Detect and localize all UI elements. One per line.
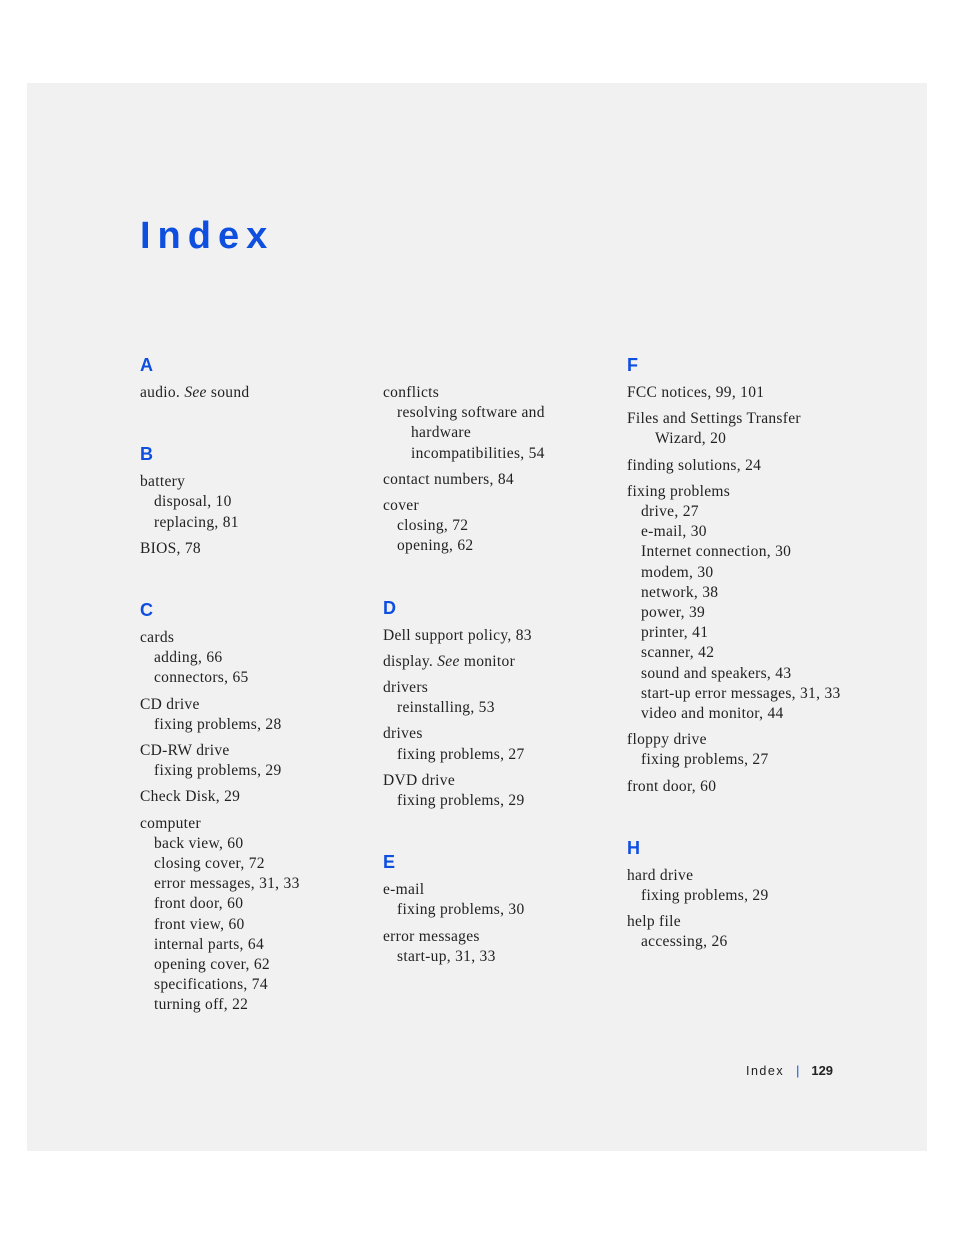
index-entry [383,927,618,967]
index-term [383,652,618,672]
index-column-3 [627,354,862,993]
index-entry [383,880,618,920]
entry-text: start-up error messages, 31, 33 [641,684,841,702]
index-section [627,837,862,953]
entry-text: reinstalling, 53 [397,699,495,717]
index-term [383,771,618,791]
see-target: sound [210,384,250,401]
index-section [383,597,618,812]
entry-text: back view, 60 [154,834,244,852]
see-reference: See [184,384,207,401]
entry-text: FCC notices, 99, 101 [627,384,765,401]
index-subentry [140,874,375,894]
index-subentry [627,684,862,704]
entry-text: fixing problems, 30 [397,901,525,919]
index-term [140,472,375,492]
index-term [627,777,862,797]
index-subentry [383,403,618,423]
index-term [383,496,618,516]
entry-text: printer, 41 [641,624,709,642]
index-section [627,354,862,797]
index-entry [383,626,618,646]
index-entry [383,678,618,718]
entry-text: audio. [140,384,181,401]
index-entry [383,771,618,811]
index-subentry [140,894,375,914]
index-section [140,443,375,559]
index-subentry [627,623,862,643]
section-letter: E [383,852,396,873]
entry-text: fixing problems, 28 [154,715,282,733]
entry-text: DVD drive [383,771,456,789]
entry-text: Dell support policy, 83 [383,626,532,644]
entry-text: video and monitor, 44 [641,705,784,723]
index-term [140,741,375,761]
index-term [383,626,618,646]
entry-text: turning off, 22 [154,996,249,1014]
index-section [383,354,618,557]
entry-text: battery [140,473,186,491]
index-subentry [140,935,375,955]
index-term [383,927,618,947]
section-letter: F [627,355,639,375]
page-title: Index [140,215,275,257]
index-subentry [383,698,618,718]
footer-label: Index [746,1064,785,1078]
index-term [383,470,618,490]
index-subentry [627,886,862,906]
index-subentry [140,668,375,688]
index-entry [383,652,618,672]
entry-text: fixing problems, 29 [154,762,282,780]
index-subentry [140,975,375,995]
index-term [627,456,862,476]
index-entry [140,539,375,559]
index-term [140,628,375,648]
entry-text: drives [383,725,423,743]
entry-text: closing cover, 72 [154,855,265,873]
index-entry [140,383,375,403]
section-letter [383,354,618,376]
entry-text: computer [140,814,201,832]
index-term [627,482,862,502]
index-entry [627,383,862,403]
footer-separator: | [796,1064,800,1078]
entry-text: network, 38 [641,583,719,601]
index-subentry [140,854,375,874]
index-term [140,814,375,834]
index-subentry [140,761,375,781]
index-entry [627,409,862,449]
index-subentry [383,947,618,967]
index-term [627,866,862,886]
entry-text: hardware [411,424,472,442]
section-letter: A [140,355,154,375]
index-subentry [383,791,618,811]
index-entry [383,383,618,464]
entry-text: conflicts [383,384,440,401]
entry-text: start-up, 31, 33 [397,947,496,965]
index-section [140,354,375,403]
entry-text: fixing problems, 29 [641,887,769,905]
index-entry [627,482,862,724]
entry-text: scanner, 42 [641,644,715,662]
entry-text: Wizard, 20 [655,430,727,448]
index-entry [627,777,862,797]
entry-text: error messages, 31, 33 [154,875,300,893]
index-section [383,851,618,967]
index-subentry [627,603,862,623]
index-subentry [140,834,375,854]
entry-text: finding solutions, 24 [627,456,762,474]
index-subentry [627,542,862,562]
index-entry [140,628,375,689]
entry-text: Internet connection, 30 [641,543,792,561]
entry-text: specifications, 74 [154,976,268,994]
page-number: 129 [811,1063,834,1078]
entry-text: fixing problems, 27 [641,751,769,769]
index-subentry [627,643,862,663]
entry-text: disposal, 10 [154,493,232,511]
index-entry [383,496,618,557]
index-term [140,539,375,559]
entry-text: adding, 66 [154,649,223,667]
entry-text: front door, 60 [627,777,717,795]
entry-text: floppy drive [627,731,707,749]
index-subentry [627,750,862,770]
section-letter: C [140,600,154,621]
index-term [140,383,375,403]
entry-text: incompatibilities, 54 [411,444,545,462]
entry-text: replacing, 81 [154,513,239,531]
index-subentry [140,915,375,935]
index-section [140,599,375,1016]
entry-text: resolving software and [397,404,545,422]
see-reference: See [437,652,460,670]
index-entry [383,470,618,490]
index-subentry [383,444,618,464]
see-target: monitor [463,652,516,670]
entry-text: accessing, 26 [641,933,728,951]
index-subentry [383,536,618,556]
index-subentry [627,429,862,449]
index-term [627,730,862,750]
entry-text: connectors, 65 [154,669,249,687]
index-subentry [627,522,862,542]
index-subentry [627,563,862,583]
index-subentry [627,583,862,603]
index-entry [140,787,375,807]
entry-text: opening, 62 [397,537,474,555]
entry-text: e-mail [383,881,425,899]
index-subentry [140,648,375,668]
entry-text: error messages [383,927,480,945]
index-subentry [140,955,375,975]
entry-text: contact numbers, 84 [383,470,514,488]
page-footer [746,1062,833,1080]
index-entry [140,695,375,735]
index-term [140,695,375,715]
entry-text: drive, 27 [641,503,699,521]
index-subentry [627,704,862,724]
entry-text: closing, 72 [397,517,469,535]
entry-text: sound and speakers, 43 [641,664,792,682]
index-column-2 [383,354,618,1007]
section-letter: H [627,837,641,858]
entry-text: fixing problems, 27 [397,745,525,763]
entry-text: power, 39 [641,604,706,622]
index-entry [627,912,862,952]
entry-text: modem, 30 [641,563,714,581]
index-term [383,724,618,744]
index-term [383,880,618,900]
index-entry [140,814,375,1016]
entry-text: fixing problems, 29 [397,792,525,810]
index-subentry [140,513,375,533]
entry-text: e-mail, 30 [641,523,707,541]
entry-text: opening cover, 62 [154,956,270,974]
index-subentry [383,516,618,536]
index-term [140,787,375,807]
index-subentry [627,932,862,952]
entry-text: front door, 60 [154,895,244,913]
entry-text: CD drive [140,695,200,713]
index-term [383,678,618,698]
entry-text: Files and Settings Transfer [627,410,801,428]
index-subentry [383,745,618,765]
index-subentry [140,715,375,735]
index-entry [140,472,375,533]
entry-text: CD-RW drive [140,742,230,760]
entry-text: drivers [383,679,429,697]
index-subentry [627,502,862,522]
index-entry [627,456,862,476]
index-subentry [627,664,862,684]
index-entry [627,866,862,906]
entry-text: internal parts, 64 [154,935,264,953]
entry-text: hard drive [627,866,694,884]
entry-text: BIOS, 78 [140,539,201,557]
entry-text: front view, 60 [154,915,245,933]
section-letter: D [383,597,397,618]
index-term [627,409,862,429]
index-entry [627,730,862,770]
entry-text: cover [383,497,419,515]
index-term [627,383,862,403]
index-term [627,912,862,932]
entry-text: display. [383,652,434,670]
index-subentry [383,423,618,443]
index-term [383,383,618,403]
index-subentry [140,492,375,512]
index-column-1 [140,354,375,1056]
entry-text: help file [627,913,681,931]
index-subentry [140,995,375,1015]
entry-text: cards [140,629,175,647]
entry-text: Check Disk, 29 [140,788,241,806]
entry-text: fixing problems [627,482,731,500]
index-entry [383,724,618,764]
index-subentry [383,900,618,920]
index-entry [140,741,375,781]
section-letter: B [140,444,154,465]
